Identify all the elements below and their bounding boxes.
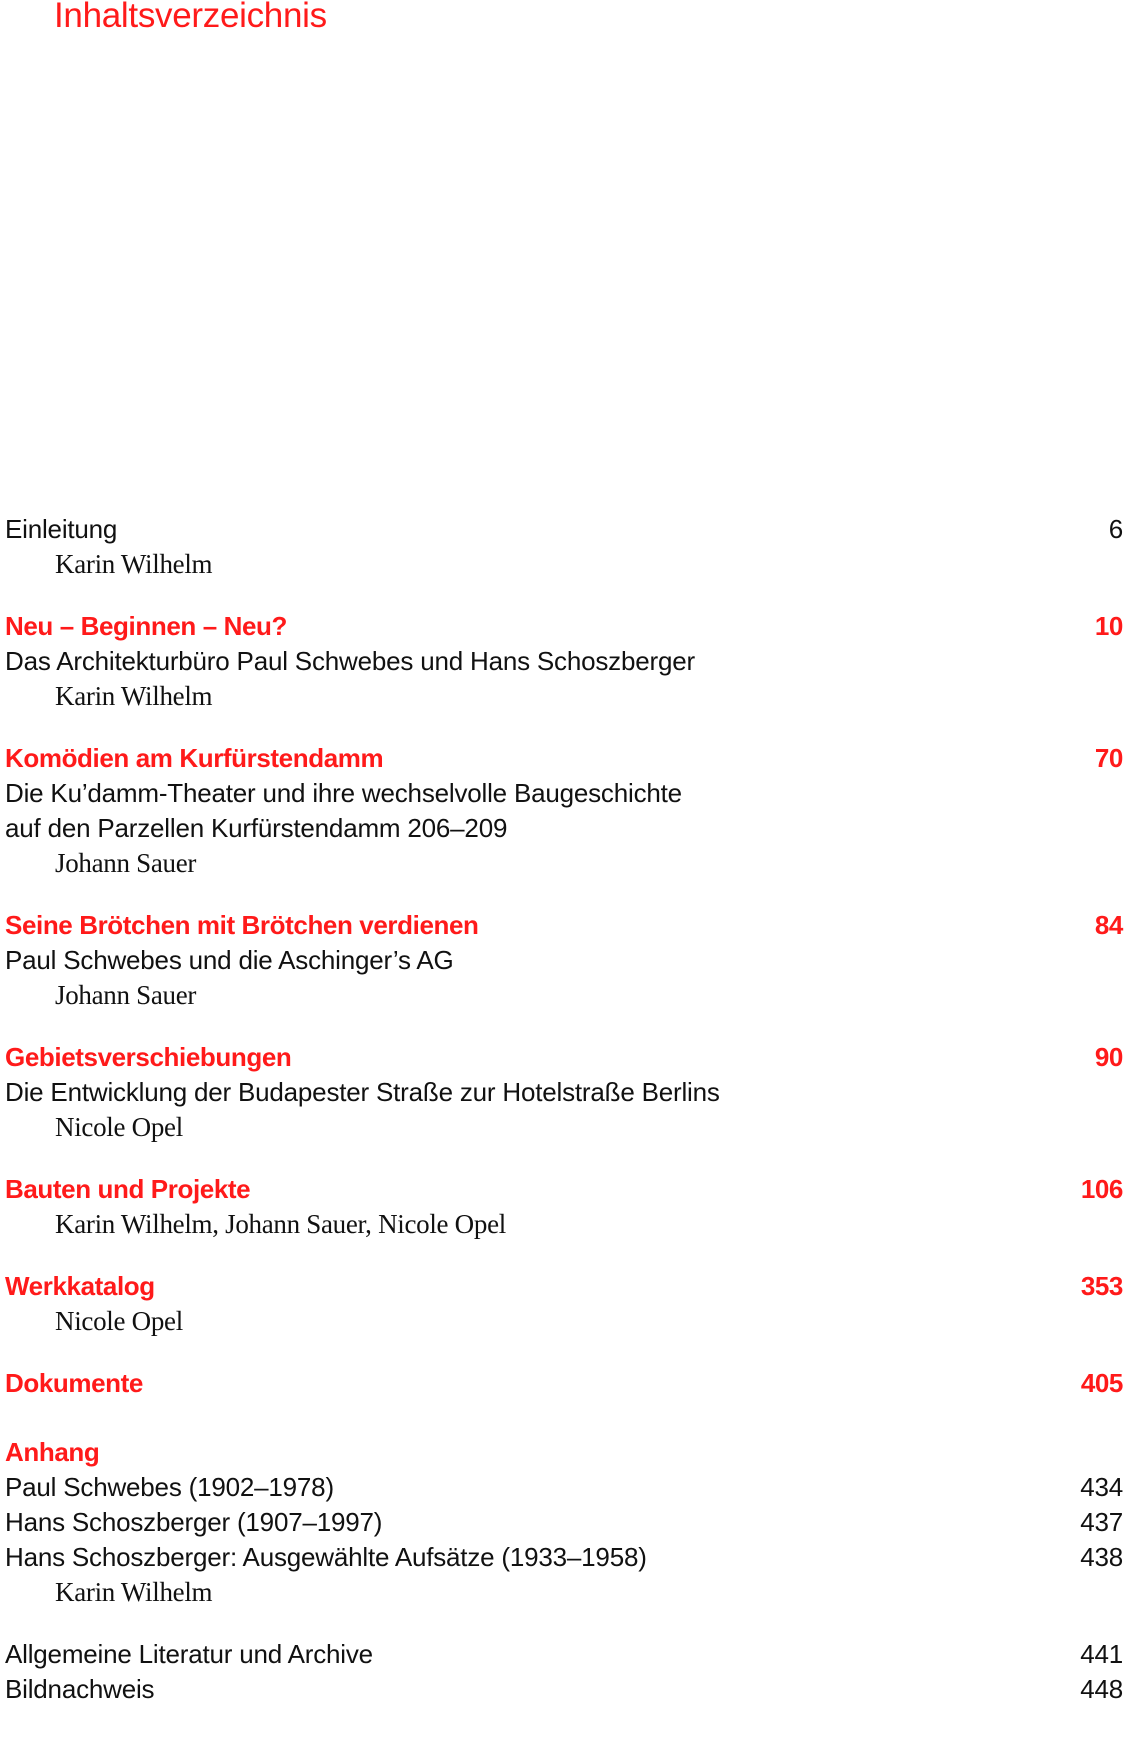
- toc-page-number: 434: [1080, 1472, 1123, 1502]
- toc-entry-title: Werkkatalog: [5, 1271, 155, 1301]
- toc-entry-title: Einleitung: [5, 514, 118, 544]
- toc-page-number: 6: [1108, 514, 1123, 544]
- toc-page-number: 448: [1080, 1674, 1123, 1704]
- toc-page-number: 106: [1080, 1174, 1123, 1204]
- toc-subtitle-text: Paul Schwebes und die Aschinger’s AG: [5, 945, 454, 975]
- toc-author: [5, 1207, 1123, 1242]
- toc-subtitle: [5, 943, 1123, 978]
- toc-subtitle-text: Die Ku’damm-Theater und ihre wechselvolle Baugeschichte: [5, 778, 682, 808]
- toc-page-number: 438: [1080, 1542, 1123, 1572]
- toc-subtitle-text: auf den Parzellen Kurfürstendamm 206–209: [5, 813, 508, 843]
- toc-entry-title: Paul Schwebes (1902–1978): [5, 1472, 334, 1502]
- toc-page-number: 405: [1080, 1368, 1123, 1398]
- toc-entry-title: Hans Schoszberger (1907–1997): [5, 1507, 383, 1537]
- toc-subtitle: [5, 776, 1123, 811]
- toc-entry-title: Gebietsverschiebungen: [5, 1042, 292, 1072]
- toc-entry-title: Komödien am Kurfürstendamm: [5, 743, 384, 773]
- toc-page-number: 437: [1080, 1507, 1123, 1537]
- page-title: Inhaltsverzeichnis: [54, 0, 327, 35]
- toc-entry-anhang[interactable]: [5, 1435, 1123, 1470]
- toc-entry-title: Anhang: [5, 1437, 100, 1467]
- toc-entry-title: Bauten und Projekte: [5, 1174, 251, 1204]
- toc-author: [5, 1110, 1123, 1145]
- toc-author-name: Karin Wilhelm: [55, 681, 213, 711]
- toc-entry-title: Dokumente: [5, 1368, 143, 1398]
- toc-page-number: 353: [1080, 1271, 1123, 1301]
- toc-author-name: Karin Wilhelm: [55, 549, 213, 579]
- toc-author: [5, 547, 1123, 582]
- toc-author-name: Johann Sauer: [55, 980, 197, 1010]
- toc-author-name: Nicole Opel: [55, 1112, 183, 1142]
- toc-author: [5, 679, 1123, 714]
- toc-subtitle: [5, 1075, 1123, 1110]
- toc-author-name: Karin Wilhelm: [55, 1577, 213, 1607]
- toc-subtitle-text: Das Architekturbüro Paul Schwebes und Hans Schoszberger: [5, 646, 695, 676]
- toc-author-name: Nicole Opel: [55, 1306, 183, 1336]
- toc-entry-bauten[interactable]: [5, 1172, 1123, 1207]
- toc-entry-werkkatalog[interactable]: [5, 1269, 1123, 1304]
- toc-entry-title: Neu – Beginnen – Neu?: [5, 611, 287, 641]
- toc-subtitle: [5, 644, 1123, 679]
- toc-author-name: Johann Sauer: [55, 848, 197, 878]
- toc-entry-broetchen[interactable]: [5, 908, 1123, 943]
- toc-page-number: 10: [1094, 611, 1123, 641]
- toc-entry-literatur[interactable]: [5, 1637, 1123, 1672]
- toc-subtitle: [5, 811, 1123, 846]
- toc-page-number: 84: [1094, 910, 1123, 940]
- toc-entry-title: Allgemeine Literatur und Archive: [5, 1639, 373, 1669]
- toc-author: [5, 978, 1123, 1013]
- toc-author: [5, 846, 1123, 881]
- toc-author: [5, 1304, 1123, 1339]
- toc-page-number: 70: [1094, 743, 1123, 773]
- toc-entry-neu-beginnen[interactable]: [5, 609, 1123, 644]
- toc-entry-aufsaetze[interactable]: [5, 1540, 1123, 1575]
- toc-entry-title: Bildnachweis: [5, 1674, 155, 1704]
- toc-entry-title: Hans Schoszberger: Ausgewählte Aufsätze (1933–1958): [5, 1542, 647, 1572]
- toc-entry-dokumente[interactable]: [5, 1366, 1123, 1401]
- toc-entry-title: Seine Brötchen mit Brötchen verdienen: [5, 910, 479, 940]
- table-of-contents: [5, 512, 1123, 1707]
- toc-page-number: 90: [1094, 1042, 1123, 1072]
- toc-entry-bildnachweis[interactable]: [5, 1672, 1123, 1707]
- toc-author-name: Karin Wilhelm, Johann Sauer, Nicole Opel: [55, 1209, 506, 1239]
- toc-entry-komoedien[interactable]: [5, 741, 1123, 776]
- toc-subtitle-text: Die Entwicklung der Budapester Straße zur Hotelstraße Berlins: [5, 1077, 720, 1107]
- toc-entry-gebietsverschiebungen[interactable]: [5, 1040, 1123, 1075]
- toc-entry-schoszberger[interactable]: [5, 1505, 1123, 1540]
- toc-page-number: 441: [1080, 1639, 1123, 1669]
- toc-author: [5, 1575, 1123, 1610]
- toc-entry-schwebes[interactable]: [5, 1470, 1123, 1505]
- toc-entry-einleitung[interactable]: [5, 512, 1123, 547]
